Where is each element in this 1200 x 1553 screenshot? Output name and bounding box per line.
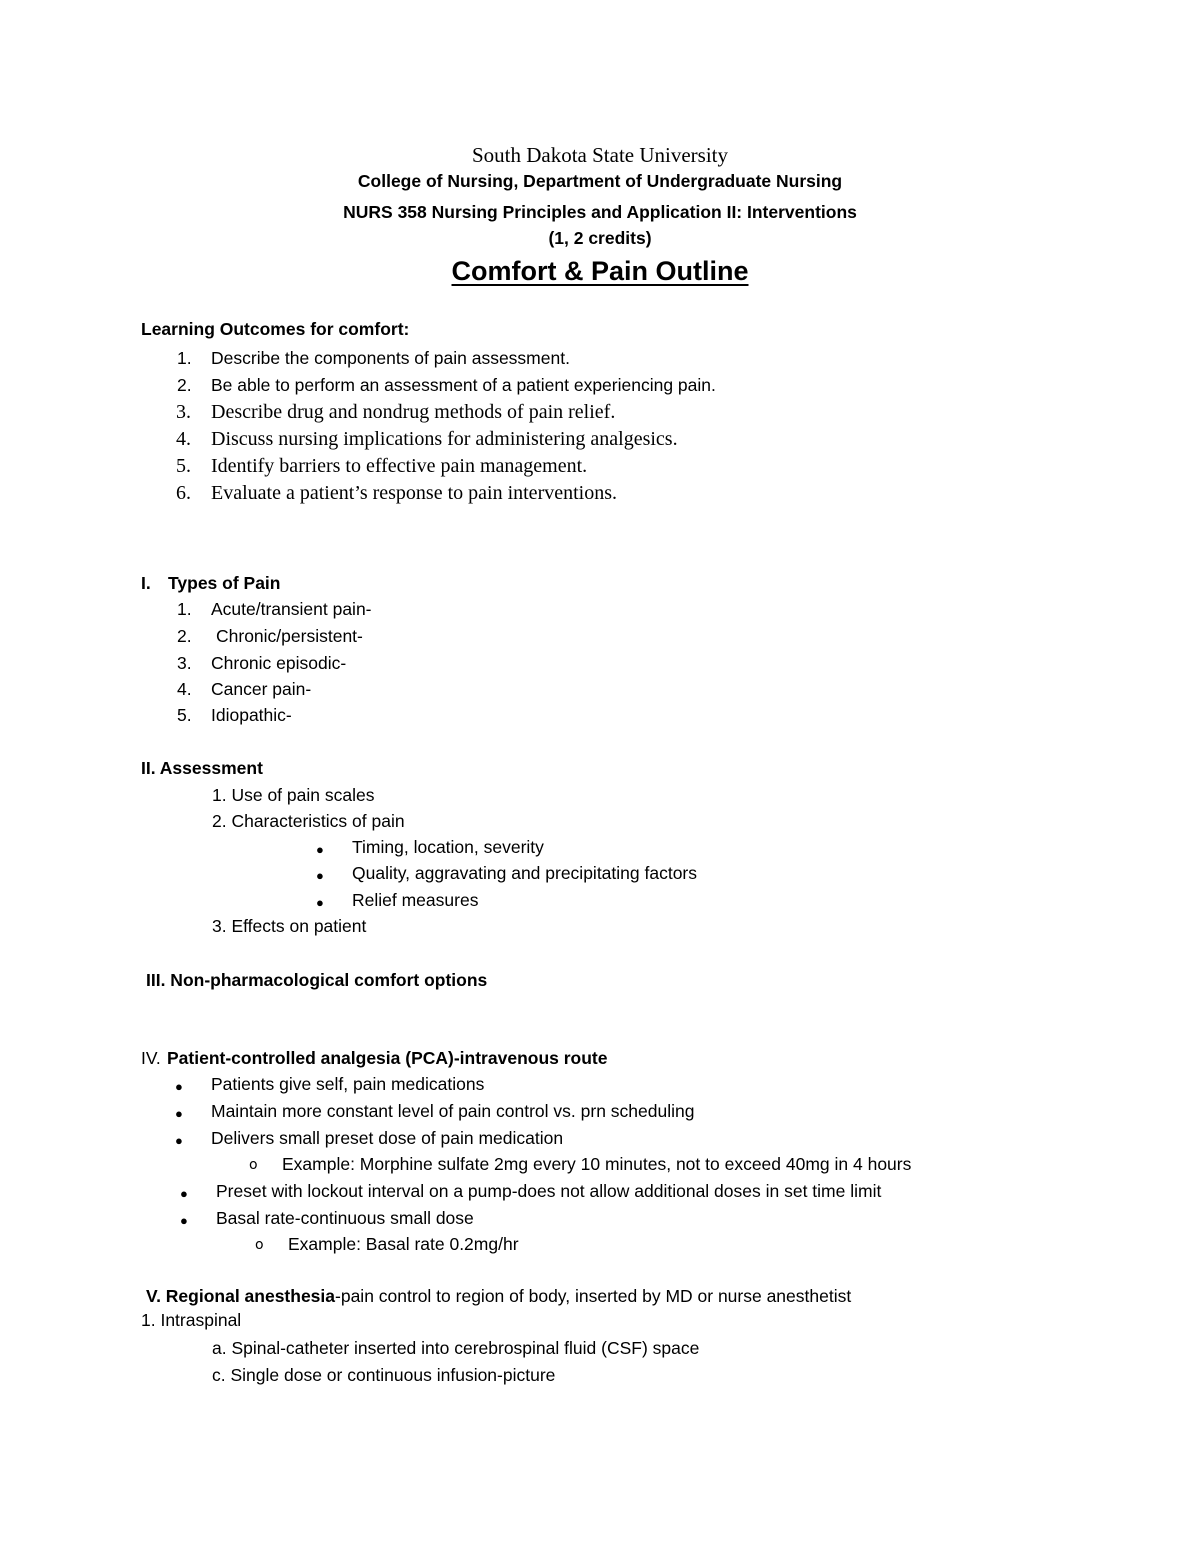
university-name: South Dakota State University	[471, 143, 729, 167]
section-heading: II. Assessment	[141, 758, 263, 778]
bullet-text: Delivers small preset dose of pain medication	[211, 1128, 564, 1148]
list-text: Evaluate a patient’s response to pain interventions.	[211, 482, 617, 504]
bullet-icon: ●	[316, 895, 324, 910]
list-item: 2. Characteristics of pain	[212, 811, 405, 831]
bullet-icon: ●	[175, 1133, 183, 1148]
list-number: 2.	[177, 375, 192, 395]
list-text: Idiopathic-	[211, 705, 292, 725]
bullet-text: Timing, location, severity	[352, 837, 544, 857]
list-text: Cancer pain-	[211, 679, 312, 699]
list-number: 1.	[177, 599, 192, 619]
sub-bullet-text: Example: Morphine sulfate 2mg every 10 minutes, not to exceed 40mg in 4 hours	[282, 1154, 912, 1174]
list-number: 5.	[177, 705, 192, 725]
list-text: Describe the components of pain assessment.	[211, 348, 570, 368]
document-title: Comfort & Pain Outline	[451, 256, 749, 286]
list-text: Acute/transient pain-	[211, 599, 372, 619]
list-number: 4.	[176, 428, 191, 450]
sub-item: a. Spinal-catheter inserted into cerebrospinal fluid (CSF) space	[212, 1338, 700, 1358]
list-text: Chronic/persistent-	[216, 626, 363, 646]
sub-bullet-icon: o	[255, 1237, 264, 1253]
learning-outcomes-heading: Learning Outcomes for comfort:	[141, 319, 410, 339]
list-item: 1. Intraspinal	[141, 1310, 242, 1330]
course-name: NURS 358 Nursing Principles and Application II: Interventions	[343, 202, 857, 222]
sub-bullet-icon: o	[249, 1157, 258, 1173]
bullet-text: Maintain more constant level of pain control vs. prn scheduling	[211, 1101, 695, 1121]
section-heading	[146, 1288, 851, 1306]
bullet-icon: ●	[316, 868, 324, 883]
bullet-icon: ●	[175, 1079, 183, 1094]
list-number: 1.	[177, 348, 192, 368]
bullet-icon: ●	[175, 1106, 183, 1121]
bullet-icon: ●	[180, 1213, 188, 1228]
section-heading: III. Non-pharmacological comfort options	[146, 970, 488, 990]
list-text: Discuss nursing implications for administering analgesics.	[211, 428, 678, 450]
bullet-text: Quality, aggravating and precipitating factors	[352, 863, 698, 883]
list-text: Chronic episodic-	[211, 653, 347, 673]
list-number: 4.	[177, 679, 192, 699]
section-heading: Patient-controlled analgesia (PCA)-intravenous route	[167, 1048, 608, 1068]
section-heading-rest: -pain control to region of body, inserted by MD or nurse anesthetist	[335, 1286, 852, 1306]
section-heading-bold: V. Regional anesthesia	[146, 1286, 336, 1306]
course-credits: (1, 2 credits)	[548, 228, 652, 248]
list-item: 1. Use of pain scales	[212, 785, 375, 805]
bullet-icon: ●	[316, 842, 324, 857]
bullet-text: Patients give self, pain medications	[211, 1074, 485, 1094]
bullet-icon: ●	[180, 1186, 188, 1201]
list-text: Be able to perform an assessment of a patient experiencing pain.	[211, 375, 716, 395]
bullet-text: Preset with lockout interval on a pump-does not allow additional doses in set time limit	[216, 1181, 882, 1201]
section-number: I.	[141, 573, 151, 593]
sub-item: c. Single dose or continuous infusion-picture	[212, 1365, 556, 1385]
college-name: College of Nursing, Department of Undergraduate Nursing	[357, 171, 843, 191]
section-heading: Types of Pain	[168, 573, 281, 593]
list-text: Describe drug and nondrug methods of pain relief.	[211, 401, 616, 423]
list-number: 3.	[177, 653, 192, 673]
bullet-text: Relief measures	[352, 890, 479, 910]
bullet-text: Basal rate-continuous small dose	[216, 1208, 474, 1228]
section-number: IV.	[141, 1048, 161, 1068]
list-number: 6.	[176, 482, 191, 504]
sub-bullet-text: Example: Basal rate 0.2mg/hr	[288, 1234, 519, 1254]
list-item: 3. Effects on patient	[212, 916, 367, 936]
list-number: 2.	[177, 626, 192, 646]
list-number: 5.	[176, 455, 191, 477]
list-number: 3.	[176, 401, 191, 423]
list-text: Identify barriers to effective pain management.	[211, 455, 588, 477]
